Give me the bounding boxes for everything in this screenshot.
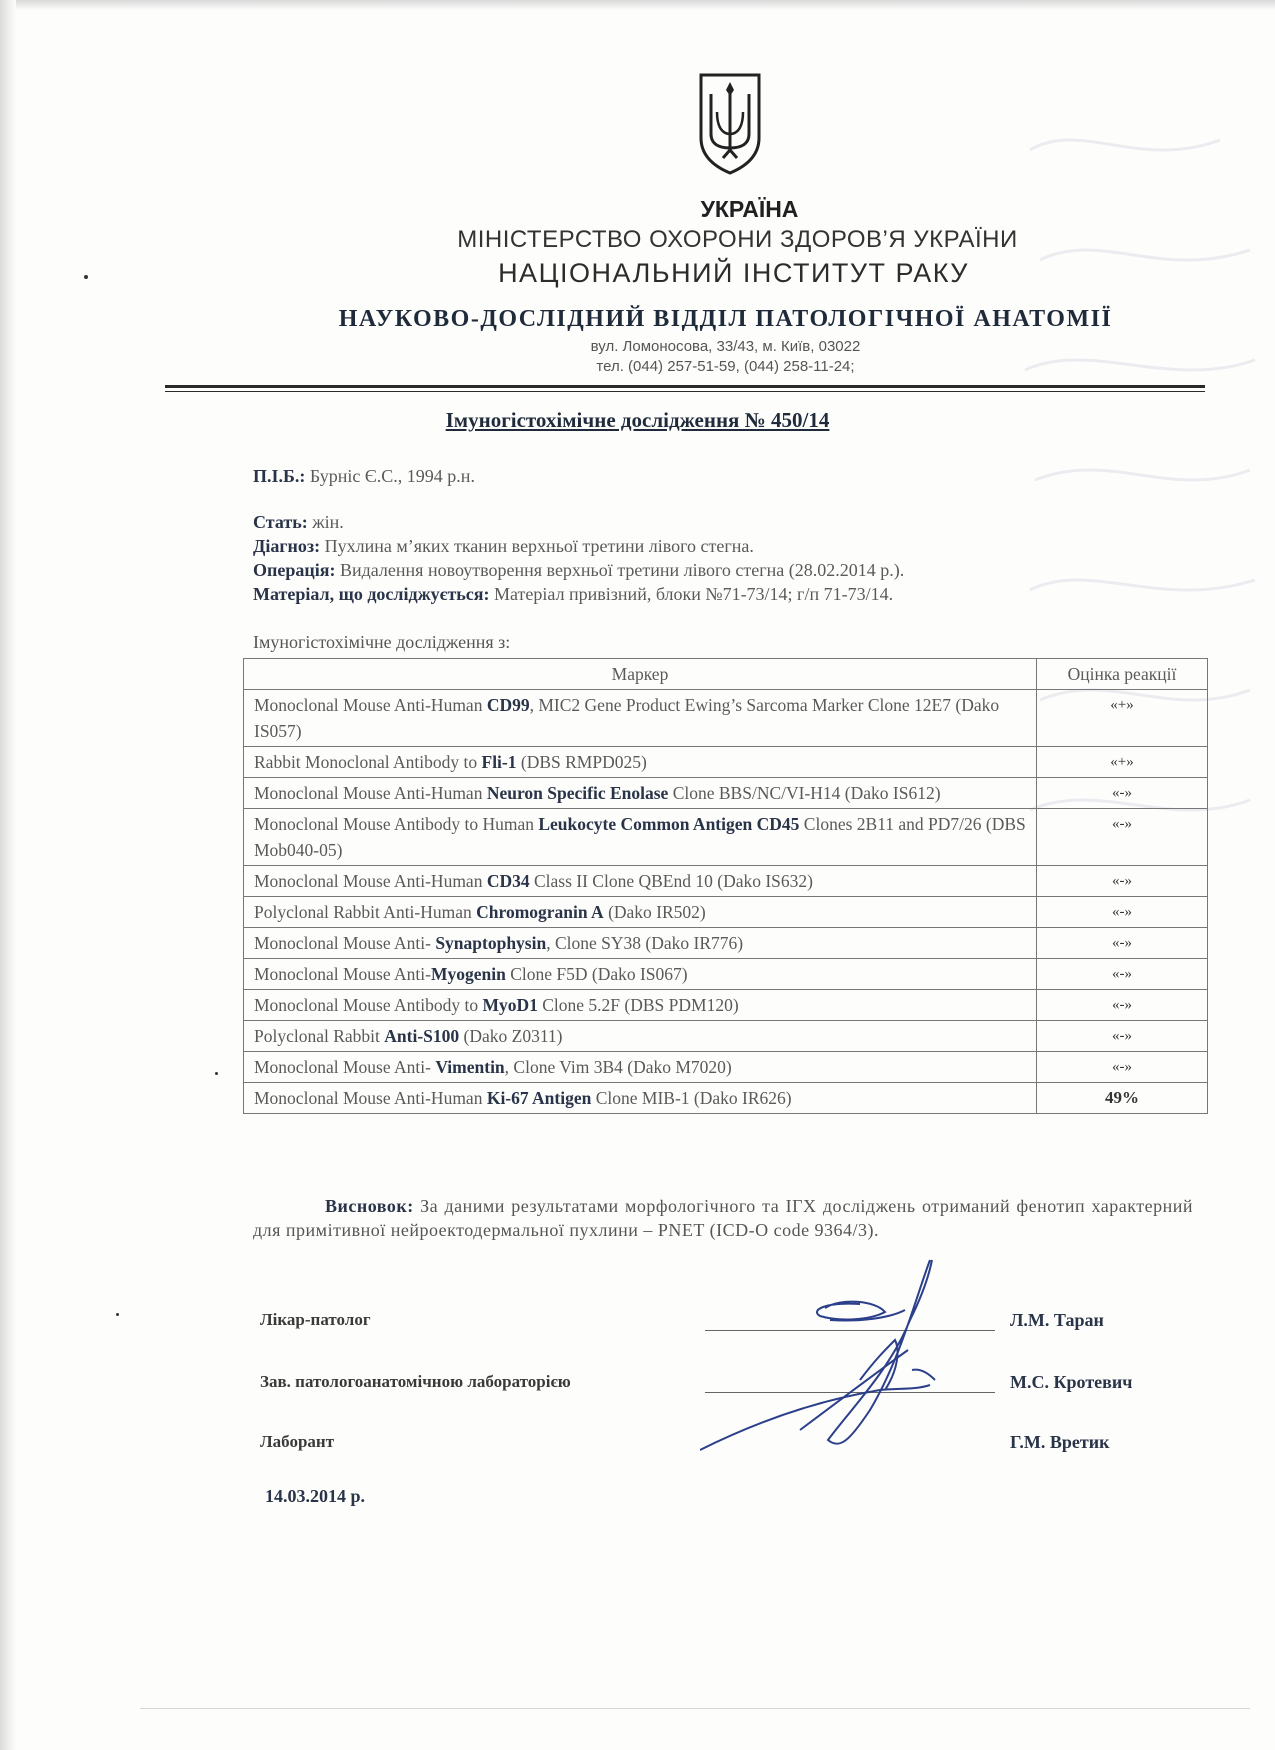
marker-cell xyxy=(244,990,1037,1021)
ihc-intro: Імуногістохімічне дослідження з: xyxy=(253,632,511,652)
header-department: НАУКОВО-ДОСЛІДНИЙ ВІДДІЛ ПАТОЛОГІЧНОЇ АНАТОМІЇ xyxy=(338,306,1113,332)
marker-cell xyxy=(244,959,1037,990)
pathologist-role: Лікар-патолог xyxy=(260,1310,371,1329)
marker-cell xyxy=(244,747,1037,778)
header-address: вул. Ломоносова, 33/43, м. Київ, 03022 xyxy=(590,338,861,355)
marker-cell xyxy=(244,928,1037,959)
table-header-row xyxy=(244,659,1208,690)
material-value: Матеріал привізний, блоки №71-73/14; г/п 71-73/14. xyxy=(494,584,894,604)
handwritten-signature-icon xyxy=(700,1240,1000,1460)
marker-name: Neuron Specific Enolase xyxy=(486,783,669,803)
header-rule-thin xyxy=(165,391,1205,392)
operation-line xyxy=(253,560,904,581)
table-row xyxy=(244,747,1208,778)
table-row xyxy=(244,690,1208,747)
header-country: УКРАЇНА xyxy=(700,196,799,222)
result-cell: 49% xyxy=(1037,1083,1208,1114)
marker-name: Vimentin xyxy=(435,1057,505,1077)
scan-speck xyxy=(215,1072,218,1075)
marker-prefix: Monoclonal Mouse Anti-Human xyxy=(254,1088,487,1108)
marker-prefix: Monoclonal Mouse Anti- xyxy=(254,964,431,984)
result-cell: «-» xyxy=(1037,897,1208,928)
marker-cell xyxy=(244,778,1037,809)
table-row xyxy=(244,809,1208,866)
result-cell: «-» xyxy=(1037,809,1208,866)
operation-value: Видалення новоутворення верхньої третини лівого стегна (28.02.2014 р.). xyxy=(339,560,905,580)
scan-edge-top xyxy=(0,0,1275,10)
conclusion-paragraph xyxy=(253,1194,1193,1242)
result-cell: «-» xyxy=(1037,959,1208,990)
scan-edge-left xyxy=(0,0,16,1750)
sex-label: Стать: xyxy=(253,512,308,532)
marker-prefix: Monoclonal Mouse Antibody to Human xyxy=(254,814,539,834)
operation-label: Операція: xyxy=(253,560,336,580)
marker-cell xyxy=(244,1052,1037,1083)
markers-table xyxy=(243,658,1208,1114)
marker-name: MyoD1 xyxy=(482,995,538,1015)
marker-prefix: Monoclonal Mouse Antibody to xyxy=(254,995,483,1015)
marker-suffix: Clone BBS/NC/VI-H14 (Dako IS612) xyxy=(668,783,941,803)
header-ministry: МІНІСТЕРСТВО ОХОРОНИ ЗДОРОВ’Я УКРАЇНИ xyxy=(457,226,1018,253)
marker-prefix: Monoclonal Mouse Anti-Human xyxy=(254,783,487,803)
result-cell: «+» xyxy=(1037,747,1208,778)
marker-suffix: , MIC2 Gene Product Ewing’s Sarcoma Marker Clone 12E7 (Dako IS057) xyxy=(254,695,1000,741)
result-cell: «-» xyxy=(1037,990,1208,1021)
scan-speck xyxy=(116,1313,119,1316)
report-date: 14.03.2014 р. xyxy=(265,1486,366,1506)
col-marker-header: Маркер xyxy=(244,659,1037,690)
diagnosis-label: Діагноз: xyxy=(253,536,321,556)
marker-suffix: (DBS RMPD025) xyxy=(516,752,647,772)
marker-prefix: Monoclonal Mouse Anti- xyxy=(254,933,436,953)
header-phone: тел. (044) 257-51-59, (044) 258-11-24; xyxy=(596,358,855,375)
report-title: Імуногістохімічне дослідження № 450/14 xyxy=(445,408,830,432)
table-row xyxy=(244,778,1208,809)
marker-suffix: (Dako Z0311) xyxy=(459,1026,563,1046)
result-cell: «-» xyxy=(1037,1052,1208,1083)
marker-suffix: Clone F5D (Dako IS067) xyxy=(505,964,688,984)
table-row xyxy=(244,1052,1208,1083)
marker-suffix: , Clone Vim 3B4 (Dako M7020) xyxy=(504,1057,732,1077)
table-row xyxy=(244,959,1208,990)
header-rule-thick xyxy=(165,385,1205,388)
scan-speck xyxy=(84,275,88,279)
marker-suffix: , Clone SY38 (Dako IR776) xyxy=(546,933,744,953)
marker-prefix: Monoclonal Mouse Anti-Human xyxy=(254,871,487,891)
marker-prefix: Monoclonal Mouse Anti- xyxy=(254,1057,436,1077)
table-row xyxy=(244,897,1208,928)
marker-cell xyxy=(244,1083,1037,1114)
table-row xyxy=(244,990,1208,1021)
marker-name: Chromogranin A xyxy=(476,902,604,922)
marker-name: Fli-1 xyxy=(481,752,517,772)
marker-name: CD99 xyxy=(486,695,530,715)
marker-prefix: Polyclonal Rabbit xyxy=(254,1026,385,1046)
result-cell: «-» xyxy=(1037,778,1208,809)
marker-name: Anti-S100 xyxy=(384,1026,460,1046)
result-cell: «-» xyxy=(1037,1021,1208,1052)
result-cell: «-» xyxy=(1037,928,1208,959)
marker-name: Leukocyte Common Antigen CD45 xyxy=(538,814,800,834)
table-row xyxy=(244,866,1208,897)
pathologist-name: Л.М. Таран xyxy=(1010,1310,1104,1330)
pib-value: Бурніс Є.С., 1994 р.н. xyxy=(309,466,475,486)
sex-value: жін. xyxy=(312,512,344,532)
marker-cell xyxy=(244,809,1037,866)
material-line xyxy=(253,584,893,605)
lab-role: Лаборант xyxy=(260,1432,335,1451)
marker-name: CD34 xyxy=(486,871,530,891)
table-row xyxy=(244,928,1208,959)
head-name: М.С. Кротевич xyxy=(1010,1372,1133,1392)
marker-name: Ki-67 Antigen xyxy=(486,1088,592,1108)
conclusion-label: Висновок: xyxy=(325,1196,414,1216)
marker-cell xyxy=(244,866,1037,897)
header-institute: НАЦІОНАЛЬНИЙ ІНСТИТУТ РАКУ xyxy=(498,258,969,288)
table-row xyxy=(244,1083,1208,1114)
col-result-header: Оцінка реакції xyxy=(1037,659,1208,690)
bottom-edge-line xyxy=(140,1708,1250,1709)
table-row xyxy=(244,1021,1208,1052)
marker-suffix: Class II Clone QBEnd 10 (Dako IS632) xyxy=(529,871,813,891)
marker-cell xyxy=(244,690,1037,747)
diagnosis-line xyxy=(253,536,754,557)
diagnosis-value: Пухлина м’яких тканин верхньої третини лівого стегна. xyxy=(324,536,754,556)
marker-cell xyxy=(244,1021,1037,1052)
marker-prefix: Monoclonal Mouse Anti-Human xyxy=(254,695,487,715)
marker-cell xyxy=(244,897,1037,928)
marker-prefix: Rabbit Monoclonal Antibody to xyxy=(254,752,482,772)
marker-name: Myogenin xyxy=(430,964,506,984)
marker-suffix: Clone 5.2F (DBS PDM120) xyxy=(537,995,739,1015)
marker-name: Synaptophysin xyxy=(435,933,547,953)
sex-line xyxy=(253,512,344,533)
trident-emblem-icon xyxy=(697,72,763,176)
head-role: Зав. патологоанатомічною лабораторією xyxy=(260,1372,571,1391)
result-cell: «-» xyxy=(1037,866,1208,897)
result-cell: «+» xyxy=(1037,690,1208,747)
material-label: Матеріал, що досліджується: xyxy=(253,584,490,604)
lab-name: Г.М. Вретик xyxy=(1010,1432,1110,1452)
marker-suffix: (Dako IR502) xyxy=(603,902,706,922)
conclusion-text: За даними результатами морфологічного та ІГХ досліджень отриманий фенотип характерний для примітивної нейроектодермальної пухлини – PNET (ICD-O code 9364/3). xyxy=(253,1196,1194,1240)
marker-suffix: Clone MIB-1 (Dako IR626) xyxy=(591,1088,792,1108)
marker-prefix: Polyclonal Rabbit Anti-Human xyxy=(254,902,477,922)
patient-name-line xyxy=(253,466,475,487)
pib-label: П.І.Б.: xyxy=(253,466,306,486)
marker-suffix: Clones 2B11 and PD7/26 (DBS Mob040-05) xyxy=(254,814,1026,860)
